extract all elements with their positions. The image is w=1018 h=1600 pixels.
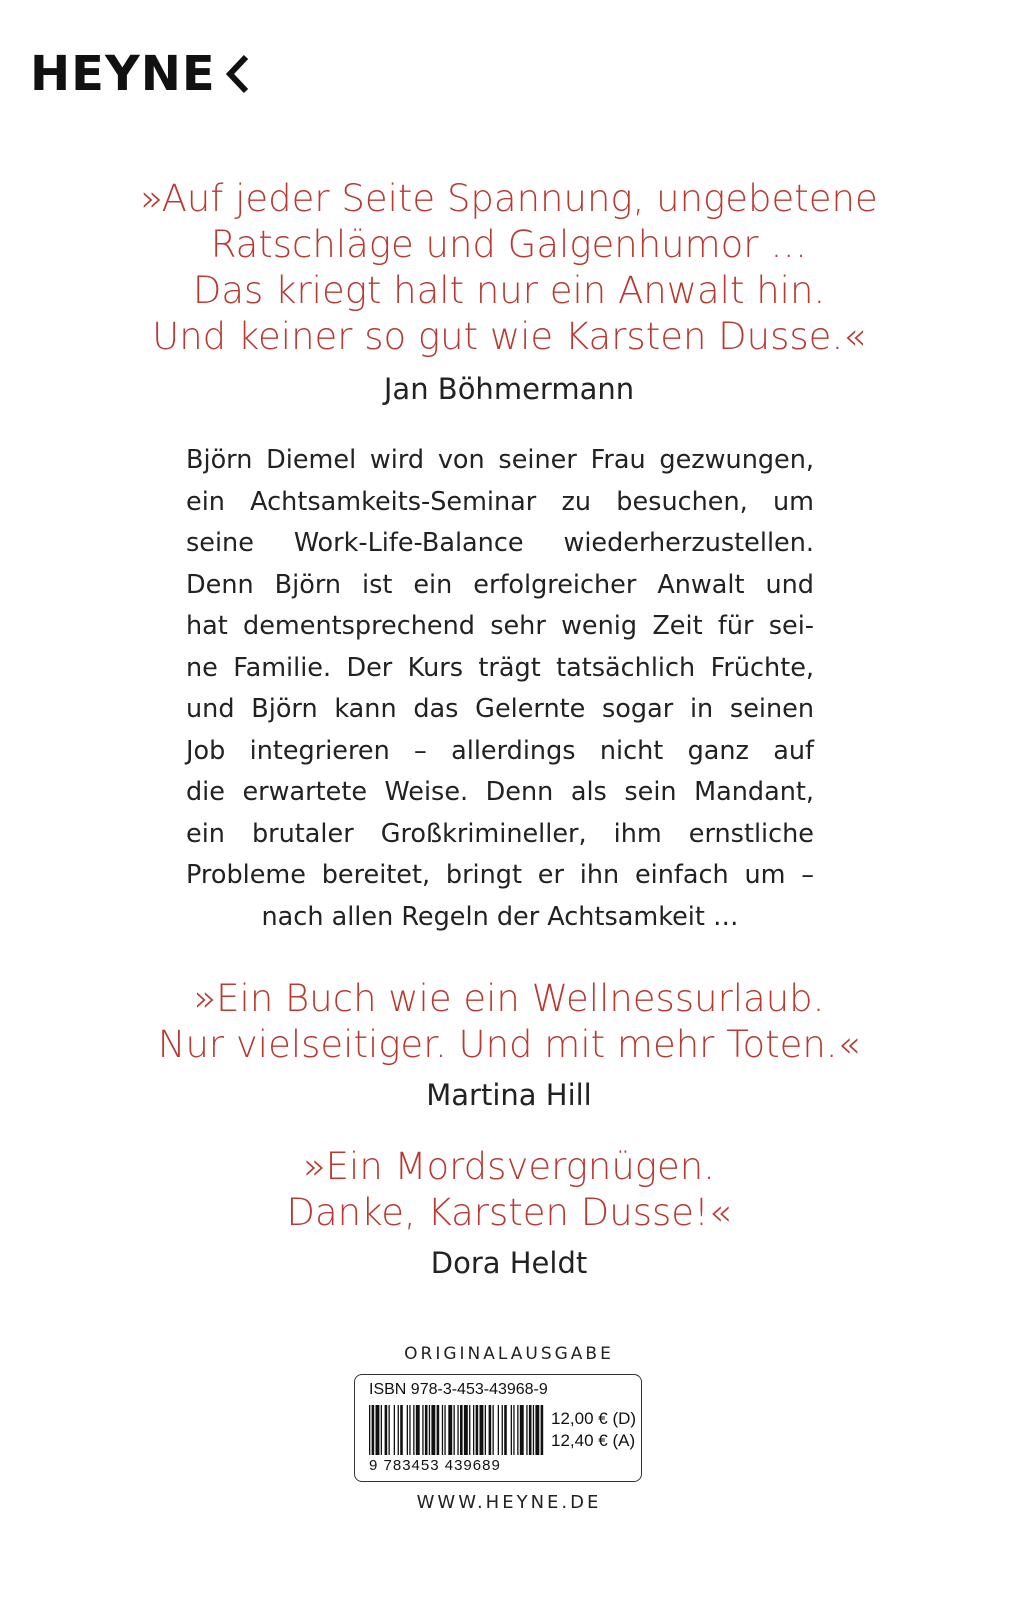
barcode-bar <box>517 1405 518 1455</box>
barcode-bar <box>498 1405 499 1455</box>
barcode-bar <box>394 1405 395 1455</box>
barcode-bar <box>454 1405 455 1455</box>
barcode-bar <box>409 1405 410 1455</box>
barcode-bar <box>502 1405 503 1455</box>
quote-line: Ratschläge und Galgenhumor … <box>210 223 808 266</box>
barcode-bar <box>400 1405 403 1455</box>
blurb-line: ein brutaler Großkrimineller, ihm ernstliche <box>186 818 814 849</box>
barcode-bar <box>533 1405 534 1455</box>
quote-bohmermann <box>0 176 1018 360</box>
blurb-line: Job integrieren – allerdings nicht ganz auf <box>186 735 814 766</box>
barcode-bar <box>513 1405 514 1455</box>
barcode-bar <box>457 1405 458 1455</box>
barcode-bar <box>376 1405 380 1455</box>
blurb-line: nach allen Regeln der Achtsamkeit … <box>261 901 739 932</box>
barcode-bar <box>442 1405 443 1455</box>
quote-line: »Ein Buch wie ein Wellnessurlaub. <box>193 977 825 1020</box>
barcode-bar <box>526 1405 527 1455</box>
barcode-bar <box>480 1405 484 1455</box>
blurb-line: die erwartete Weise. Denn als sein Mandant, <box>186 777 814 807</box>
quote-line: »Auf jeder Seite Spannung, ungebetene <box>140 177 878 220</box>
blurb-line: hat dementsprechend sehr wenig Zeit für sei- <box>186 611 814 641</box>
publisher-logo <box>30 46 250 102</box>
barcode-bar <box>444 1405 445 1455</box>
barcode-bar <box>460 1405 463 1455</box>
barcode-bar <box>398 1405 399 1455</box>
barcode-bar <box>535 1405 539 1455</box>
barcode-bar <box>416 1405 420 1455</box>
blurb-line: Probleme bereitet, bringt er ihn einfach um – <box>186 860 814 890</box>
blurb-line: ein Achtsamkeits-Seminar zu besuchen, um <box>186 486 814 517</box>
publisher-website: WWW.HEYNE.DE <box>416 1492 602 1513</box>
edition-label: ORIGINALAUSGABE <box>404 1344 614 1364</box>
barcode-bar <box>541 1405 544 1455</box>
quote-line: Und keiner so gut wie Karsten Dusse.« <box>152 315 866 358</box>
quote-author: Jan Böhmermann <box>383 372 635 406</box>
barcode <box>367 1405 545 1457</box>
barcode-bar <box>485 1405 486 1455</box>
price-germany: 12,00 € (D) <box>551 1409 637 1428</box>
quote-hill <box>0 976 1018 1068</box>
ean-digits: 9 783453 439689 <box>369 1457 501 1474</box>
blurb-line: Björn Diemel wird von seiner Frau gezwungen, <box>186 445 814 475</box>
quote-line: Das kriegt halt nur ein Anwalt hin. <box>192 269 826 312</box>
quote-line: Danke, Karsten Dusse!« <box>286 1191 732 1234</box>
barcode-bar <box>385 1405 388 1455</box>
barcode-bar <box>381 1405 382 1455</box>
barcode-bar <box>425 1405 428 1455</box>
price-austria: 12,40 € (A) <box>551 1431 636 1450</box>
barcode-bar <box>476 1405 479 1455</box>
blurb-line: und Björn kann das Gelernte sogar in seinen <box>186 694 814 724</box>
barcode-bar <box>504 1405 507 1455</box>
barcode-bar <box>529 1405 532 1455</box>
barcode-bar <box>413 1405 414 1455</box>
blurb-line: ne Familie. Der Kurs trägt tatsächlich Früchte, <box>186 652 814 683</box>
isbn-number: ISBN 978-3-453-43968-9 <box>369 1381 548 1398</box>
barcode-bar <box>429 1405 430 1455</box>
barcode-bar <box>493 1405 494 1455</box>
barcode-bar <box>372 1405 375 1455</box>
quote-line: »Ein Mordsvergnügen. <box>303 1145 715 1188</box>
publisher-name: HEYNE <box>30 46 216 102</box>
blurb-line: seine Work-Life-Balance wiederherzustellen. <box>186 528 814 558</box>
barcode-bar <box>431 1405 435 1455</box>
barcode-bar <box>489 1405 492 1455</box>
barcode-bar <box>469 1405 470 1455</box>
barcode-bar <box>464 1405 468 1455</box>
quote-line: Nur vielseitiger. Und mit mehr Toten.« <box>157 1023 861 1066</box>
barcode-bar <box>389 1405 390 1455</box>
barcode-bar <box>448 1405 452 1455</box>
barcode-bar <box>407 1405 408 1455</box>
chevron-left-icon <box>224 54 250 94</box>
barcode-bar <box>369 1405 370 1455</box>
quote-heldt <box>0 1144 1018 1236</box>
isbn-block <box>354 1374 642 1482</box>
blurb-line: Denn Björn ist ein erfolgreicher Anwalt und <box>186 569 814 600</box>
quote-author: Martina Hill <box>426 1078 592 1112</box>
barcode-bar <box>520 1405 524 1455</box>
barcode-bar <box>437 1405 440 1455</box>
barcode-bar <box>422 1405 423 1455</box>
barcode-bar <box>473 1405 474 1455</box>
quote-author: Dora Heldt <box>430 1246 588 1280</box>
book-blurb <box>186 440 814 938</box>
barcode-bar <box>511 1405 512 1455</box>
